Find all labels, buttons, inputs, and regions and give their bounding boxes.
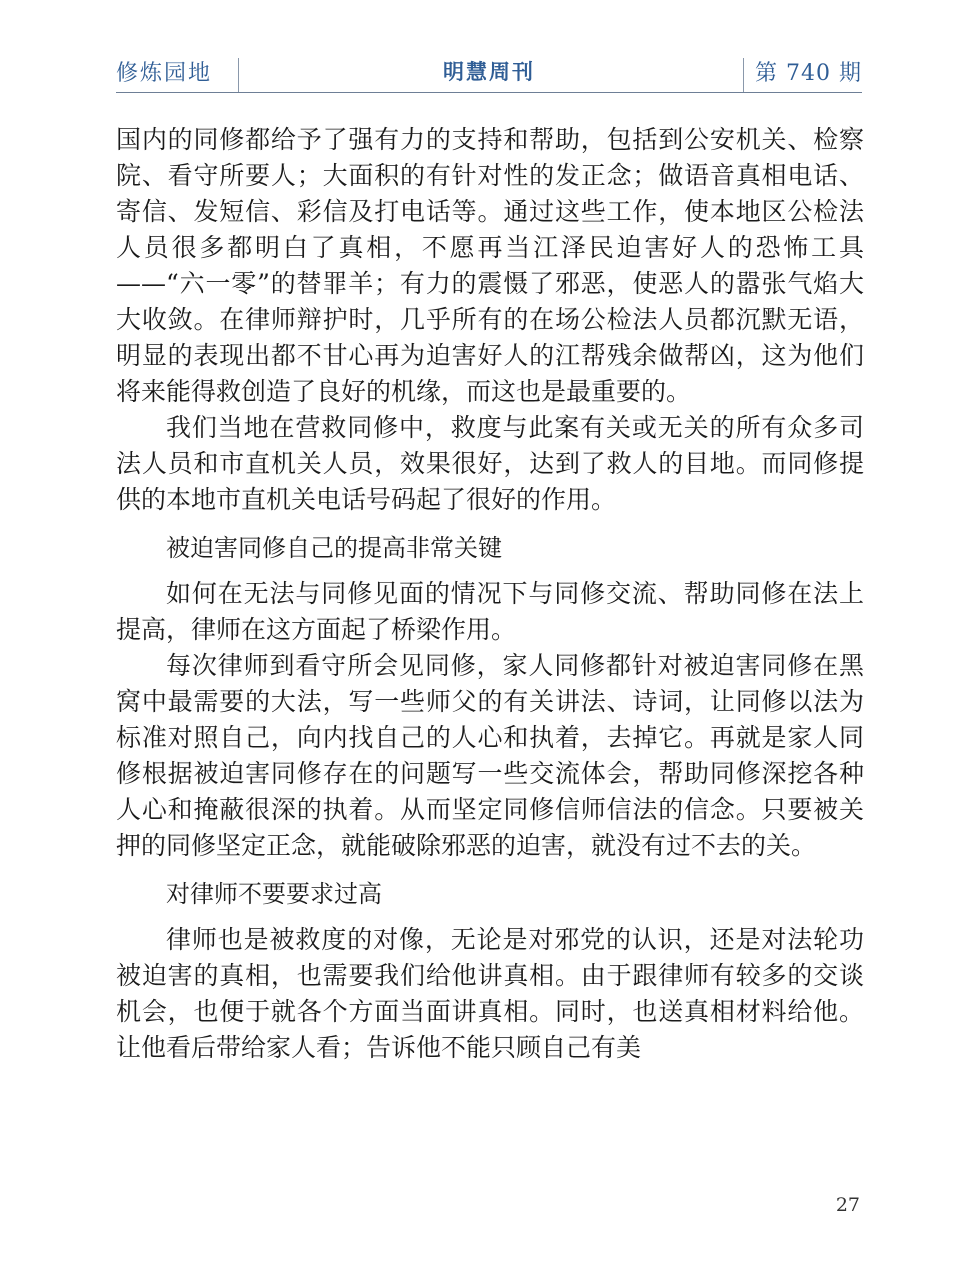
header-divider-right	[743, 58, 744, 92]
paragraph-1: 国内的同修都给予了强有力的支持和帮助，包括到公安机关、检察院、看守所要人；大面积的有针对性的发正念；做语音真相电话、寄信、发短信、彩信及打电话等。通过这些工作，使本地区公检法人员很多都明白了真相，不愿再当江泽民迫害好人的恐怖工具——“六一零”的替罪羊；有力的震慑了邪恶，使恶人的嚣张气焰大大收敛。在律师辩护时，几乎所有的在场公检法人员都沉默无语，明显的表现出都不甘心再为迫害好人的江帮残余做帮凶，这为他们将来能得救创造了良好的机缘，而这也是最重要的。	[116, 125, 864, 406]
article-body	[116, 122, 864, 1066]
publication-title: 明慧周刊	[443, 59, 535, 84]
subheading-2: 对律师不要要求过高	[166, 880, 382, 908]
paragraph-5: 律师也是被救度的对像，无论是对邪党的认识，还是对法轮功被迫害的真相，也需要我们给他讲真相。由于跟律师有较多的交谈机会，也便于就各个方面当面讲真相。同时，也送真相材料给他。让他看后带给家人看；告诉他不能只顾自己有美	[116, 925, 864, 1062]
page-header	[116, 52, 862, 93]
paragraph-4: 每次律师到看守所会见同修，家人同修都针对被迫害同修在黑窝中最需要的大法，写一些师父的有关讲法、诗词，让同修以法为标准对照自己，向内找自己的人心和执着，去掉它。再就是家人同修根据被迫害同修存在的问题写一些交流体会，帮助同修深挖各种人心和掩蔽很深的执着。从而坚定同修信师信法的信念。只要被关押的同修坚定正念，就能破除邪恶的迫害，就没有过不去的关。	[116, 651, 864, 860]
issue-number: 第 740 期	[755, 61, 862, 86]
section-title: 修炼园地	[116, 61, 213, 86]
subheading-1: 被迫害同修自己的提高非常关键	[166, 534, 502, 562]
paragraph-2: 我们当地在营救同修中，救度与此案有关或无关的所有众多司法人员和市直机关人员，效果很好，达到了救人的目地。而同修提供的本地市直机关电话号码起了很好的作用。	[116, 413, 864, 514]
page-number: 27	[835, 1194, 860, 1216]
paragraph-3: 如何在无法与同修见面的情况下与同修交流、帮助同修在法上提高，律师在这方面起了桥梁作用。	[116, 579, 864, 644]
